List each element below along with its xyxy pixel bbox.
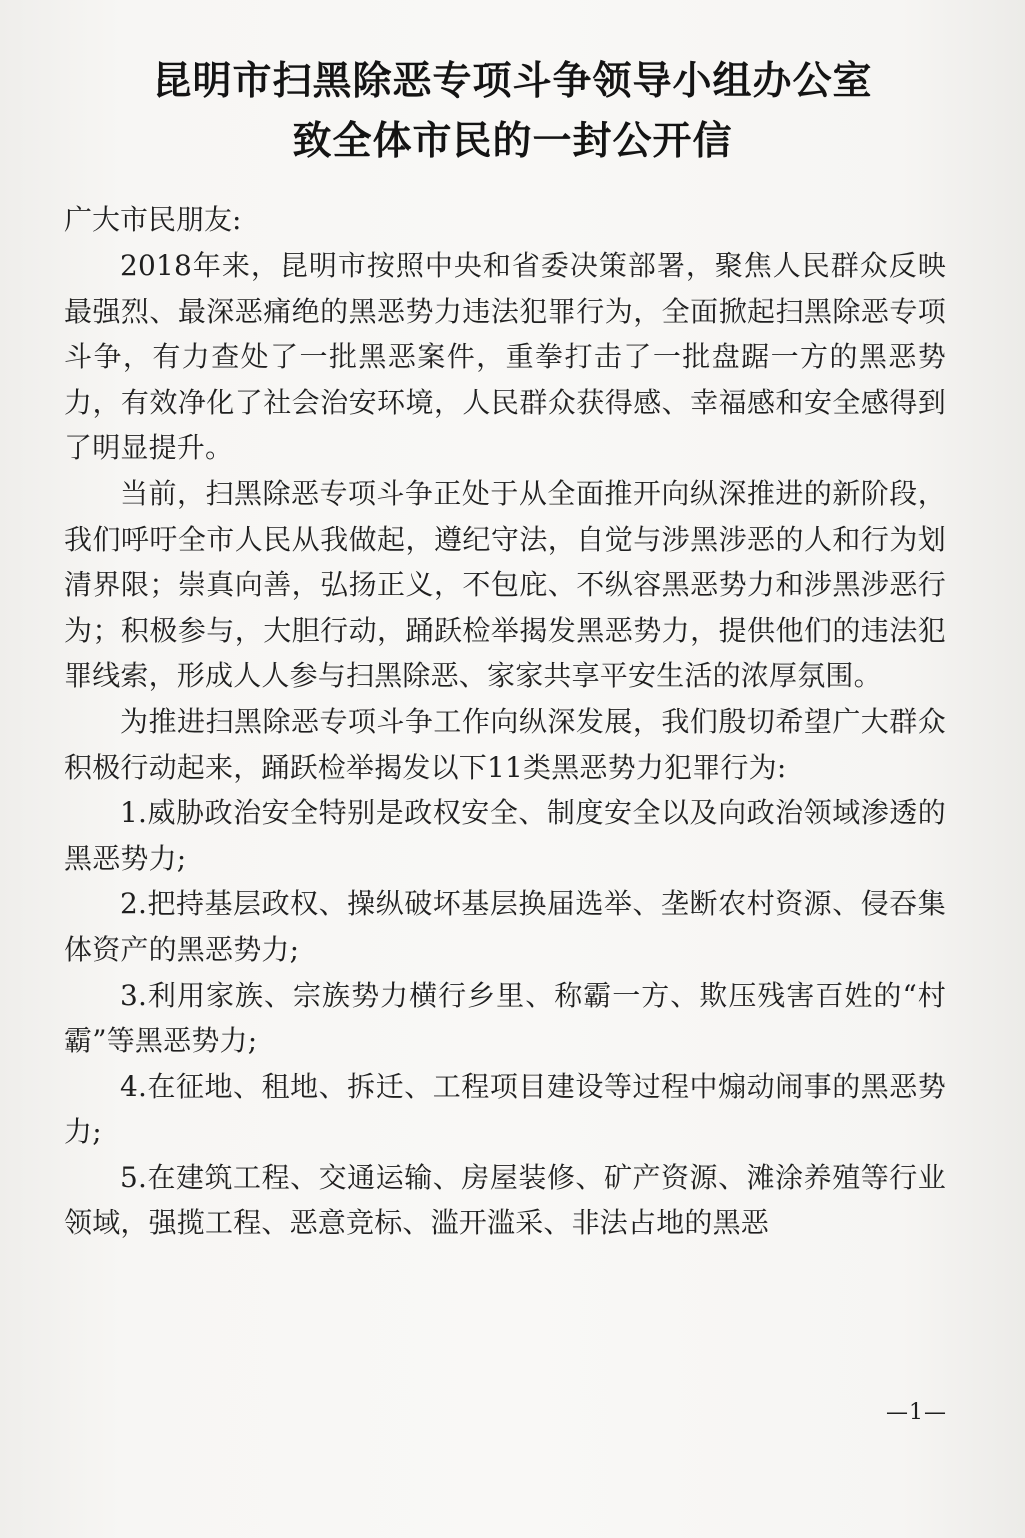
list-item: 1.威胁政治安全特别是政权安全、制度安全以及向政治领域渗透的黑恶势力; [64,796,946,875]
paragraph: 当前，扫黑除恶专项斗争正处于从全面推开向纵深推进的新阶段，我们呼吁全市人民从我做起，遵纪守法，自觉与涉黑涉恶的人和行为划清界限；崇真向善，弘扬正义，不包庇、不纵容黑恶势力和涉黑涉恶行为；积极参与，大胆行动，踊跃检举揭发黑恶势力，提供他们的违法犯罪线索，形成人人参与扫黑除恶、家家共享平安生活的浓厚氛围。 [64,476,946,693]
letter-body [64,243,946,1246]
document-title-line2: 致全体市民的一封公开信 [292,118,733,164]
document-title-line1: 昆明市扫黑除恶专项斗争领导小组办公室 [152,58,873,104]
paragraph: 为推进扫黑除恶专项斗争工作向纵深发展，我们殷切希望广大群众积极行动起来，踊跃检举揭发以下11类黑恶势力犯罪行为: [64,704,946,784]
list-item: 4.在征地、租地、拆迁、工程项目建设等过程中煽动闹事的黑恶势力; [64,1069,946,1149]
paragraph: 2018年来，昆明市按照中央和省委决策部署，聚焦人民群众反映最强烈、最深恶痛绝的黑恶势力违法犯罪行为，全面掀起扫黑除恶专项斗争，有力查处了一批黑恶案件，重拳打击了一批盘踞一方的黑恶势力，有效净化了社会治安环境，人民群众获得感、幸福感和安全感得到了明显提升。 [64,249,946,465]
greeting: 广大市民朋友: [64,203,242,236]
list-item: 5.在建筑工程、交通运输、房屋装修、矿产资源、滩涂养殖等行业领域，强揽工程、恶意竞标、滥开滥采、非法占地的黑恶 [64,1160,946,1240]
list-item: 3.利用家族、宗族势力横行乡里、称霸一方、欺压残害百姓的“村霸”等黑恶势力; [64,978,946,1058]
list-item: 2.把持基层政权、操纵破坏基层换届选举、垄断农村资源、侵吞集体资产的黑恶势力; [64,887,946,966]
page-number: —1— [886,1400,947,1425]
